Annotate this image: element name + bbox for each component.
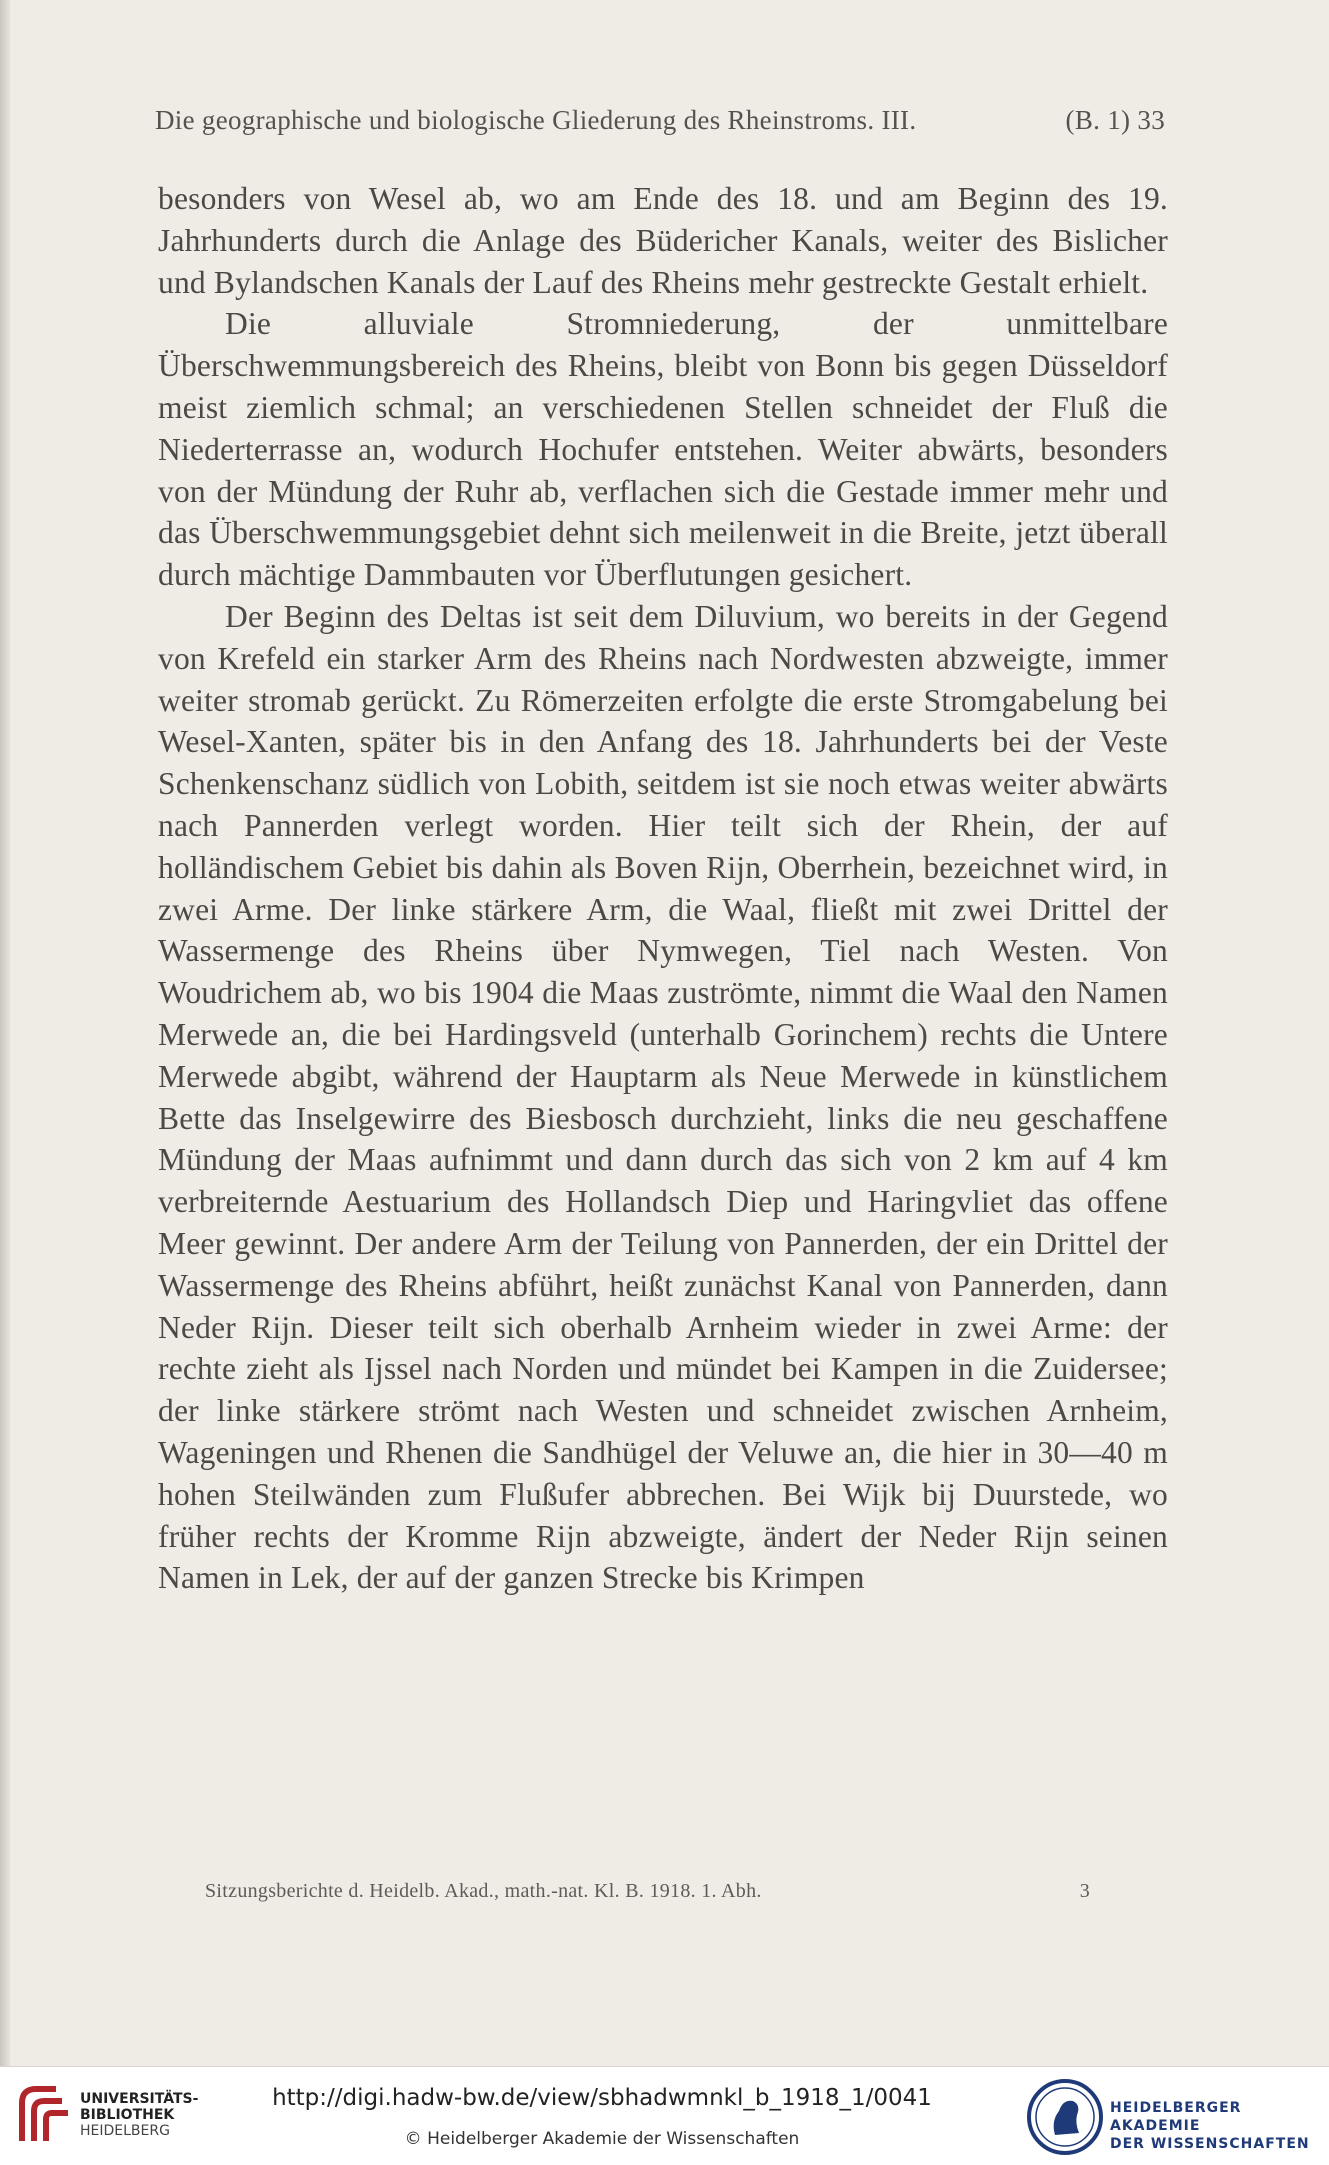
library-name-line: BIBLIOTHEK	[80, 2107, 175, 2123]
footer-citation: Sitzungsberichte d. Heidelb. Akad., math.-nat. Kl. B. 1918. 1. Abh.	[205, 1880, 762, 1902]
paragraph: besonders von Wesel ab, wo am Ende des 18. und am Beginn des 19. Jahrhunderts durch die Anlage des Büdericher Kanals, weiter des Bislicher und Bylandschen Kanals der Lauf des Rheins mehr gestreckte Gestalt erhielt.	[158, 181, 1168, 300]
footer-signature-mark: 3	[1079, 1880, 1090, 1902]
running-head-title: Die geographische und biologische Gliederung des Rheinstroms. III.	[155, 105, 917, 135]
academy-name-line: DER WISSENSCHAFTEN	[1110, 2136, 1310, 2152]
running-head	[155, 105, 1165, 145]
copyright-notice: © Heidelberger Akademie der Wissenschaften	[404, 2129, 800, 2149]
paragraph: Die alluviale Stromniederung, der unmittelbare Überschwemmungsbereich des Rheins, bleibt von Bonn bis gegen Düsseldorf meist ziemlich schmal; an verschiedenen Stellen schneidet der Fluß die Niederterrasse an, wodurch Hochufer entstehen. Weiter abwärts, besonders von der Mündung der Ruhr ab, verflachen sich die Gestade immer mehr und das Überschwemmungsgebiet dehnt sich meilenweit in die Breite, jetzt überall durch mächtige Dammbauten vor Überflutungen gesichert.	[158, 306, 1168, 593]
university-library-logo-icon[interactable]	[12, 2081, 78, 2153]
academy-name-line: HEIDELBERGER AKADEMIE	[1110, 2100, 1242, 2134]
library-name-line: HEIDELBERG	[80, 2123, 170, 2139]
library-name	[80, 2091, 198, 2139]
page-footer	[205, 1880, 1090, 1910]
running-head-page-ref: (B. 1) 33	[1065, 105, 1165, 135]
digitization-banner	[0, 2066, 1329, 2165]
body-text	[158, 178, 1168, 1599]
page-binding-edge	[0, 0, 10, 2066]
permalink-url[interactable]: http://digi.hadw-bw.de/view/sbhadwmnkl_b_1918_1/0041	[272, 2085, 932, 2111]
academy-name	[1110, 2099, 1329, 2153]
paragraph: Der Beginn des Deltas ist seit dem Diluvium, wo bereits in der Gegend von Krefeld ein starker Arm des Rheins nach Nordwesten abzweigte, immer weiter stromab gerückt. Zu Römerzeiten erfolgte die erste Stromgabelung bei Wesel-Xanten, später bis in den Anfang des 18. Jahrhunderts bei der Veste Schenkenschanz südlich von Lobith, seitdem ist sie noch etwas weiter abwärts nach Pannerden verlegt worden. Hier teilt sich der Rhein, der auf holländischem Gebiet bis dahin als Boven Rijn, Oberrhein, bezeichnet wird, in zwei Arme. Der linke stärkere Arm, die Waal, fließt mit zwei Drittel der Wassermenge des Rheins über Nymwegen, Tiel nach Westen. Von Woudrichem ab, wo bis 1904 die Maas zuströmte, nimmt die Waal den Namen Merwede an, die bei Hardingsveld (unterhalb Gorinchem) rechts die Untere Merwede abgibt, während der Hauptarm als Neue Merwede in künstlichem Bette das Inselgewirre des Biesbosch durchzieht, links die neu geschaffene Mündung der Maas aufnimmt und dann durch das sich von 2 km auf 4 km verbreiternde Aestuarium des Hollandsch Diep und Haringvliet das offene Meer gewinnt. Der andere Arm der Teilung von Pannerden, der ein Drittel der Wassermenge des Rheins abführt, heißt zunächst Kanal von Pannerden, dann Neder Rijn. Dieser teilt sich oberhalb Arnheim wieder in zwei Arme: der rechte zieht als Ijssel nach Norden und mündet bei Kampen in die Zuidersee; der linke stärkere strömt nach Westen und schneidet zwischen Arnheim, Wageningen und Rhenen die Sandhügel der Veluwe an, die hier in 30—40 m hohen Steilwänden zum Flußufer abbrechen. Bei Wijk bij Duurstede, wo früher rechts der Kromme Rijn abzweigte, ändert der Neder Rijn seinen Namen in Lek, der auf der ganzen Strecke bis Krimpen	[158, 598, 1168, 1596]
library-name-line: UNIVERSITÄTS-	[80, 2091, 199, 2107]
academy-seal-icon[interactable]	[1025, 2077, 1105, 2157]
